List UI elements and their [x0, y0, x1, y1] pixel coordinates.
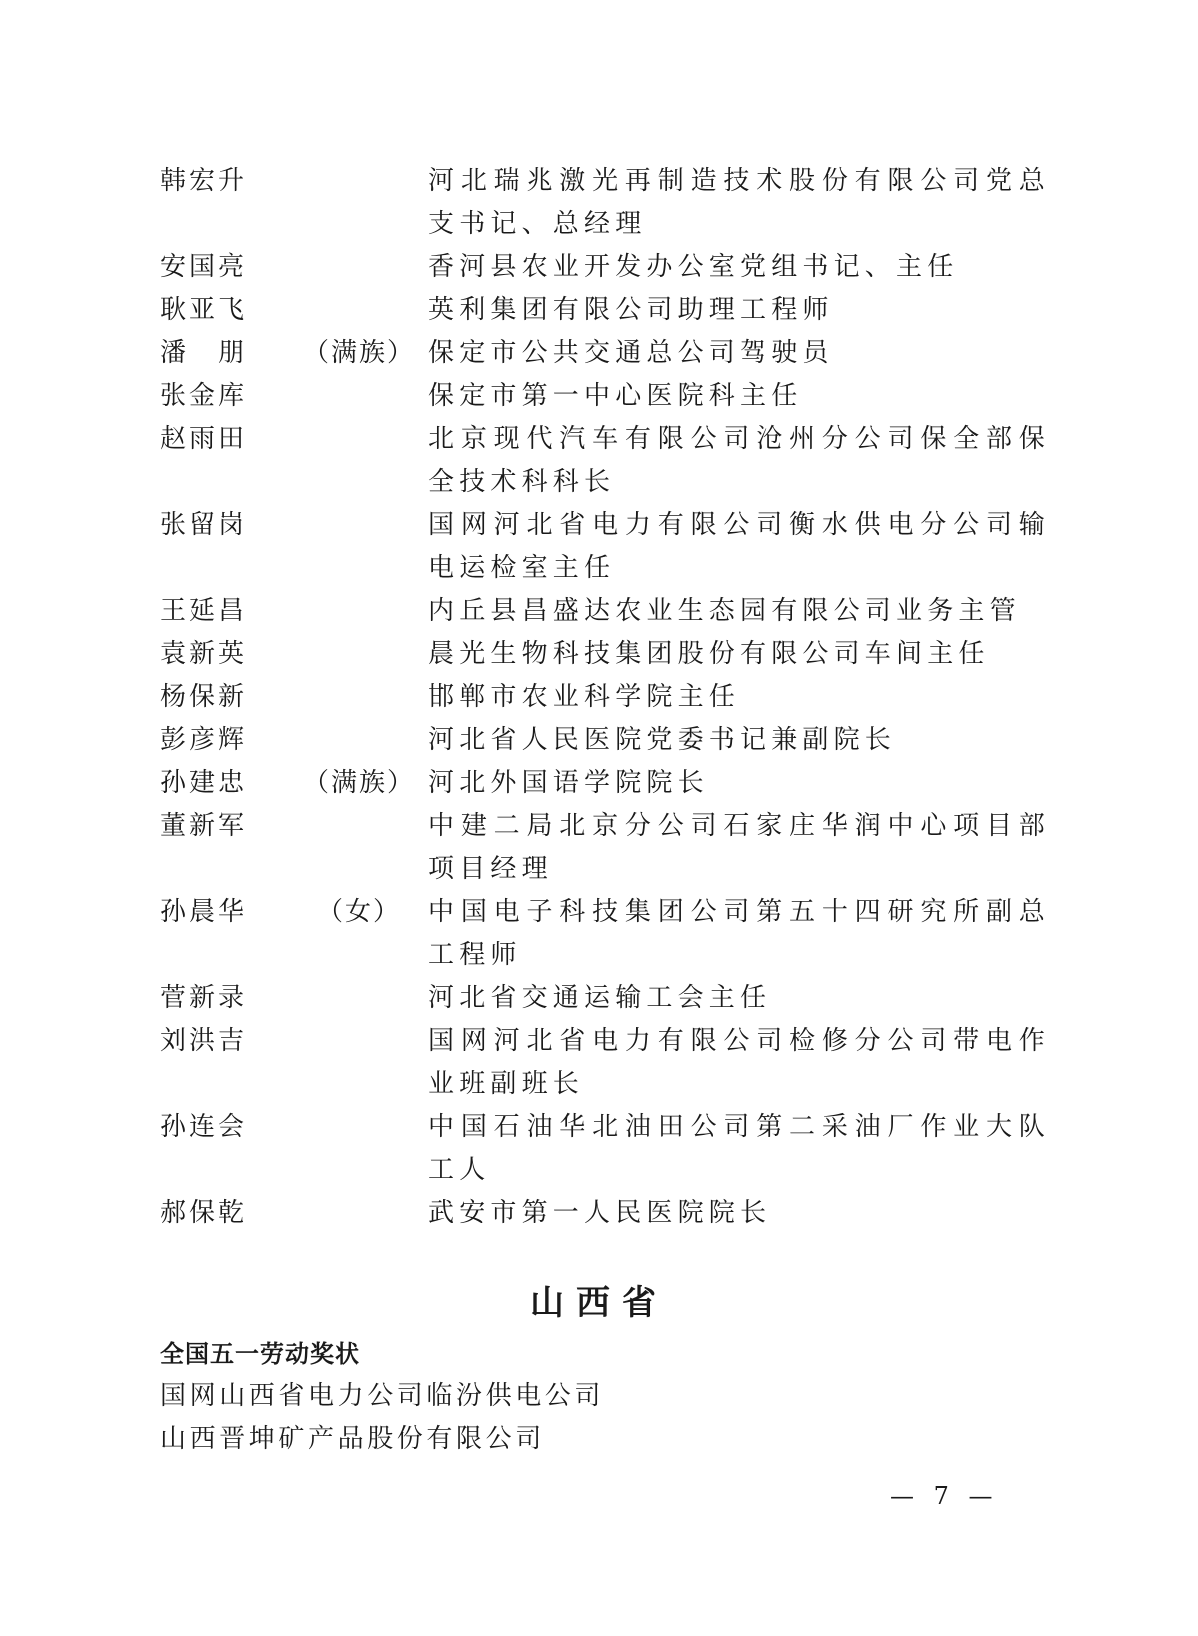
page-number: — 7 — [890, 1482, 999, 1510]
honoree-row [160, 418, 1050, 504]
honoree-row [160, 1106, 1050, 1192]
honoree-name: 刘洪吉 [160, 1026, 248, 1056]
honoree-name: 王延昌 [160, 596, 248, 626]
honoree-name: 安国亮 [160, 252, 248, 282]
honoree-row [160, 246, 1050, 289]
honoree-name: 韩宏升 [160, 166, 248, 196]
honoree-name: 孙晨华 [160, 897, 248, 927]
honoree-row [160, 891, 1050, 977]
honoree-row [160, 805, 1050, 891]
honoree-row [160, 590, 1050, 633]
honoree-title: 保定市第一中心医院科主任 [428, 381, 803, 411]
honoree-row [160, 504, 1050, 590]
honoree-row [160, 332, 1050, 375]
honoree-title: 河北瑞兆激光再制造技术股份有限公司党总支书记、总经理 [428, 166, 1050, 239]
honoree-name: 潘 朋 [160, 338, 248, 368]
honoree-title: 国网河北省电力有限公司衡水供电分公司输电运检室主任 [428, 510, 1050, 583]
honoree-title: 内丘县昌盛达农业生态园有限公司业务主管 [428, 596, 1021, 626]
honoree-name: 张金库 [160, 381, 248, 411]
honoree-name: 郝保乾 [160, 1198, 248, 1228]
honoree-name: 袁新英 [160, 639, 248, 669]
honoree-name: 孙建忠 [160, 768, 248, 798]
honoree-row [160, 1020, 1050, 1106]
honoree-title: 河北外国语学院院长 [428, 768, 709, 798]
honoree-note: （女） [316, 897, 401, 927]
honoree-title: 中国电子科技集团公司第五十四研究所副总工程师 [428, 897, 1050, 970]
honoree-row [160, 160, 1050, 246]
awarded-unit: 山西晋坤矿产品股份有限公司 [160, 1424, 545, 1454]
honoree-row [160, 633, 1050, 676]
honoree-title: 英利集团有限公司助理工程师 [428, 295, 834, 325]
province-heading: 山西省 [530, 1283, 668, 1323]
honoree-title: 香河县农业开发办公室党组书记、主任 [428, 252, 959, 282]
honoree-name: 张留岗 [160, 510, 248, 540]
honoree-title: 晨光生物科技集团股份有限公司车间主任 [428, 639, 990, 669]
honoree-title: 保定市公共交通总公司驾驶员 [428, 338, 834, 368]
honoree-row [160, 1192, 1050, 1235]
honoree-title: 邯郸市农业科学院主任 [428, 682, 741, 712]
honoree-list [160, 160, 1050, 1235]
awarded-units-list [160, 1375, 1060, 1461]
honoree-name: 菅新录 [160, 983, 248, 1013]
honoree-row [160, 289, 1050, 332]
honoree-title: 河北省人民医院党委书记兼副院长 [428, 725, 897, 755]
honoree-title: 河北省交通运输工会主任 [428, 983, 772, 1013]
honoree-row [160, 719, 1050, 762]
honoree-title: 国网河北省电力有限公司检修分公司带电作业班副班长 [428, 1026, 1050, 1099]
honoree-row [160, 977, 1050, 1020]
award-category-heading: 全国五一劳动奖状 [160, 1340, 360, 1368]
honoree-row [160, 375, 1050, 418]
awarded-unit: 国网山西省电力公司临汾供电公司 [160, 1381, 605, 1411]
honoree-title: 中建二局北京分公司石家庄华润中心项目部项目经理 [428, 811, 1050, 884]
honoree-name: 彭彦辉 [160, 725, 248, 755]
honoree-title: 武安市第一人民医院院长 [428, 1198, 772, 1228]
honoree-row [160, 762, 1050, 805]
honoree-name: 耿亚飞 [160, 295, 248, 325]
honoree-title: 中国石油华北油田公司第二采油厂作业大队工人 [428, 1112, 1050, 1185]
honoree-name: 董新军 [160, 811, 248, 841]
honoree-note: （满族） [302, 338, 415, 368]
honoree-note: （满族） [302, 768, 415, 798]
honoree-title: 北京现代汽车有限公司沧州分公司保全部保全技术科科长 [428, 424, 1050, 497]
honoree-name: 杨保新 [160, 682, 248, 712]
honoree-name: 孙连会 [160, 1112, 248, 1142]
honoree-name: 赵雨田 [160, 424, 248, 454]
honoree-row [160, 676, 1050, 719]
